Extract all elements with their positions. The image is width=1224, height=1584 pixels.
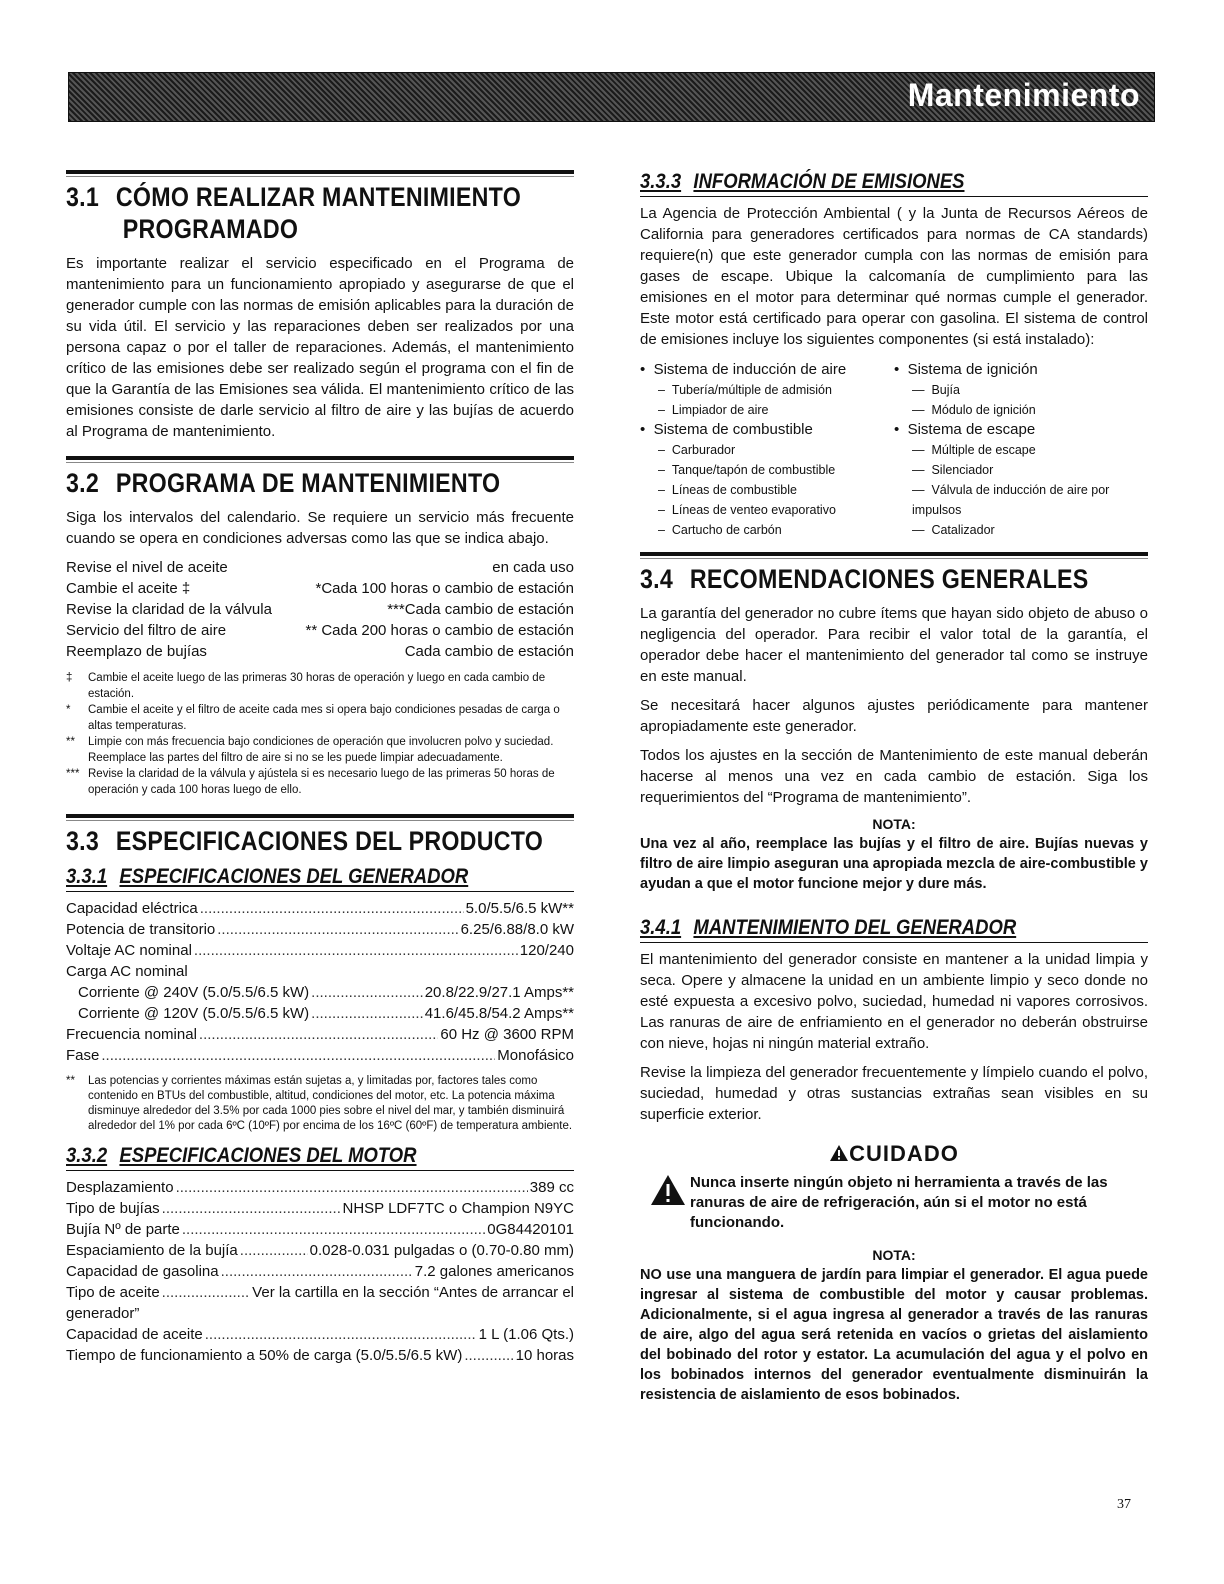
heading-3-3: 3.3 ESPECIFICACIONES DEL PRODUCTO [66,826,544,856]
note-title: NOTA: [872,1247,916,1263]
sub-item: — Múltiple de escape [912,443,1036,457]
schedule-row: Servicio del filtro de aire ** Cada 200 horas o cambio de estación [66,622,574,639]
schedule-table [66,557,574,662]
divider [640,552,1148,559]
schedule-row: Reemplazo de bujías Cada cambio de estación [66,643,574,660]
divider [66,814,574,821]
footnote: ‡ Cambie el aceite luego de las primeras 30 horas de operación y luego en cada cambio de estación. [66,672,546,700]
schedule-row: Revise la claridad de la válvula ***Cada cambio de estación [66,601,574,618]
section-banner [68,72,1155,122]
bullet-item: • Sistema de escape [894,421,1036,438]
warning-icon [829,1144,849,1162]
note-text: NO use una manguera de jardín para limpiar el generador. El agua puede ingresar al sistema de combustible del motor y causar problemas. Adicionalmente, si el agua ingresa al generador a través de las ranuras de aire, algo del agua será retenida en vacíos o grietas del aislamiento del bobinado del rotor y estator. La acumulación del agua y el polvo en los bobinados internos del generador eventualmente disminuirán la resistencia de aislamiento de esos bobinados. [640,1267,1148,1403]
emissions-col-2 [894,360,1148,540]
generator-note: ** Las potencias y corrientes máximas están sujetas a, y limitadas por, factores tales como contenido en BTUs del combustible, altitud, condiciones del motor, etc. La potencia máxima disminuye alrededor del 3.5% por cada 1000 pies sobre el nivel del mar, y también disminuirá alrededor del 1% por cada 6ºC (10ºF) por encima de los 16ºC (60ºF) de temperatura ambiente. [66,1075,573,1132]
divider [66,170,574,177]
sub-item: — Catalizador [912,523,995,537]
sub-item: – Cartucho de carbón [658,523,782,537]
spec-row: Tipo de bujías ..... NHSP LDF7TC o Champion N9YC [66,1198,574,1219]
schedule-row: Cambie el aceite ‡ *Cada 100 horas o cambio de estación [66,580,574,597]
sub-item: – Limpiador de aire [658,403,769,417]
divider [66,891,574,892]
caution-box [650,1173,1148,1233]
paragraph-3-4-1-a: El mantenimiento del generador consiste en mantener a la unidad limpia y seca. Opere y almacene la unidad en un ambiente limpio y seco donde no esté expuesta a excesivo polvo, suciedad, humedad ni vapores corrosivos. Las ranuras de aire de enfriamiento en el generador no deberán obstruirse con nieve, hojas ni ningún material extraño. [640,951,1148,1052]
footnote: ** Limpie con más frecuencia bajo condiciones de operación que involucren polvo y suciedad. Reemplace las partes del filtro de aire si no se les puede limpiar adecuadamente. [66,736,554,764]
sub-item: – Carburador [658,443,736,457]
spec-label: Carga AC nominal [66,963,188,980]
page-number: 37 [1117,1497,1131,1512]
sub-item: – Líneas de combustible [658,483,797,497]
spec-row: Corriente @ 120V (5.0/5.5/6.5 kW) ..... 41.6/45.8/54.2 Amps** [66,1003,574,1024]
motor-specs [66,1177,574,1366]
spec-row: Capacidad de gasolina ..... 7.2 galones americanos [66,1261,574,1282]
spec-row: Frecuencia nominal ..... 60 Hz @ 3600 RPM [66,1024,574,1045]
spec-row: Fase ..... Monofásico [66,1045,574,1066]
sub-item: – Líneas de venteo evaporativo [658,503,836,517]
paragraph-3-2: Siga los intervalos del calendario. Se requiere un servicio más frecuente cuando se opera en condiciones adversas como las que se indica abajo. [66,509,574,547]
spec-row: Tiempo de funcionamiento a 50% de carga (5.0/5.5/6.5 kW) ..... 10 horas [66,1345,574,1366]
note-title: NOTA: [872,816,916,832]
bullet-item: • Sistema de inducción de aire [640,361,847,378]
banner-title: Mantenimiento [907,77,1140,113]
warning-icon [650,1173,690,1233]
spec-row: Capacidad de aceite ..... 1 L (1.06 Qts.) [66,1324,574,1345]
heading-3-4: 3.4 RECOMENDACIONES GENERALES [640,564,1089,594]
sub-item: — Módulo de ignición [912,403,1036,417]
heading-3-3-2: 3.3.2 ESPECIFICACIONES DEL MOTOR [66,1144,417,1167]
heading-3-4-1: 3.4.1 MANTENIMIENTO DEL GENERADOR [640,916,1017,939]
spec-row: Bujía Nº de parte ..... 0G84420101 [66,1219,574,1240]
paragraph-emissions: La Agencia de Protección Ambiental ( y la Junta de Recursos Aéreos de California para generadores certificados para normas de CA standards) requiere(n) que este generador cumpla con las normas de emisión para gases de escape. Ubique la calcomanía de cumplimiento para las emisiones en el motor para determinar qué normas cumple el generador. Este motor está certificado para operar con gasolina. El sistema de control de emisiones incluye los siguientes componentes (si está instalado): [640,205,1148,348]
heading-3-1: 3.1 CÓMO REALIZAR MANTENIMIENTO PROGRAMADO [66,182,522,244]
spec-row: Voltaje AC nominal ..... 120/240 [66,940,574,961]
paragraph-3-4-c: Todos los ajustes en la sección de Mantenimiento de este manual deberán hacerse al menos una vez en cada cambio de estación. Siga los requerimientos del “Programa de mantenimiento”. [640,747,1148,806]
heading-3-3-1: 3.3.1 ESPECIFICACIONES DEL GENERADOR [66,865,469,888]
divider [66,456,574,463]
bullet-item: • Sistema de ignición [894,361,1038,378]
spec-continuation: generador” [66,1305,140,1322]
spec-row: Capacidad eléctrica ..... 5.0/5.5/6.5 kW** [66,898,574,919]
divider [640,942,1148,943]
emissions-col-1 [640,360,894,540]
sub-item: — Bujía [912,383,960,397]
left-column [66,170,574,1374]
right-column [640,170,1148,1415]
spec-row: Desplazamiento ..... 389 cc [66,1177,574,1198]
spec-row: Potencia de transitorio ..... 6.25/6.88/8.0 kW [66,919,574,940]
paragraph-3-4-a: La garantía del generador no cubre ítems que hayan sido objeto de abuso o negligencia del operador. Para recibir el valor total de la garantía, el operador debe hacer el mantenimiento del generador tal como se instruye en este manual. [640,605,1148,685]
divider [66,1170,574,1171]
caution-heading: CUIDADO [640,1141,1148,1167]
paragraph-3-4-b: Se necesitará hacer algunos ajustes periódicamente para mantener apropiadamente este generador. [640,697,1148,735]
caution-text: Nunca inserte ningún objeto ni herramienta a través de las ranuras de aire de refrigeración, aún si el motor no está funcionando. [690,1174,1108,1231]
sub-item: — Válvula de inducción de aire por impulsos [912,483,1110,517]
heading-3-2: 3.2 PROGRAMA DE MANTENIMIENTO [66,468,501,498]
schedule-row: Revise el nivel de aceite en cada uso [66,559,574,576]
note-text: Una vez al año, reemplace las bujías y el filtro de aire. Bujías nuevas y filtro de aire limpio aseguran una apropiada mezcla de aire-combustible y ayudan a que el motor funcione mejor y dure más. [640,836,1148,892]
emissions-components [640,360,1148,540]
schedule-notes [66,670,574,798]
sub-item: – Tubería/múltiple de admisión [658,383,832,397]
paragraph-3-1: Es importante realizar el servicio especificado en el Programa de mantenimiento para un funcionamiento apropiado y asegurarse de que el generador cumple con las normas de emisión aplicables para la duración de su vida útil. El servicio y las reparaciones deben ser realizados por una persona capaz o por el taller de reparaciones. Además, el mantenimiento crítico de las emisiones debe ser realizado según el programa con el fin de que la Garantía de las Emisiones sea válida. El mantenimiento crítico de las emisiones consiste de darle servicio al filtro de aire y las bujías de acuerdo al Programa de mantenimiento. [66,255,574,440]
spec-row: Espaciamiento de la bujía ..... 0.028-0.031 pulgadas o (0.70-0.80 mm) [66,1240,574,1261]
footnote: *** Revise la claridad de la válvula y ajústela si es necesario luego de las primeras 50 horas de operación y cada 100 horas luego de ello. [66,768,555,796]
spec-row: Tipo de aceite ..... Ver la cartilla en la sección “Antes de arrancar el [66,1282,574,1303]
divider [640,196,1148,197]
paragraph-3-4-1-b: Revise la limpieza del generador frecuentemente y límpielo cuando el polvo, suciedad, humedad y otras sustancias extrañas sean visibles en su superficie exterior. [640,1064,1148,1123]
generator-specs [66,898,574,1066]
bullet-item: • Sistema de combustible [640,421,813,438]
sub-item: – Tanque/tapón de combustible [658,463,836,477]
heading-3-3-3: 3.3.3 INFORMACIÓN DE EMISIONES [640,170,965,193]
spec-row: Corriente @ 240V (5.0/5.5/6.5 kW) ..... 20.8/22.9/27.1 Amps** [66,982,574,1003]
footnote: * Cambie el aceite y el filtro de aceite cada mes si opera bajo condiciones pesadas de carga o altas temperaturas. [66,704,560,732]
sub-item: — Silenciador [912,463,994,477]
